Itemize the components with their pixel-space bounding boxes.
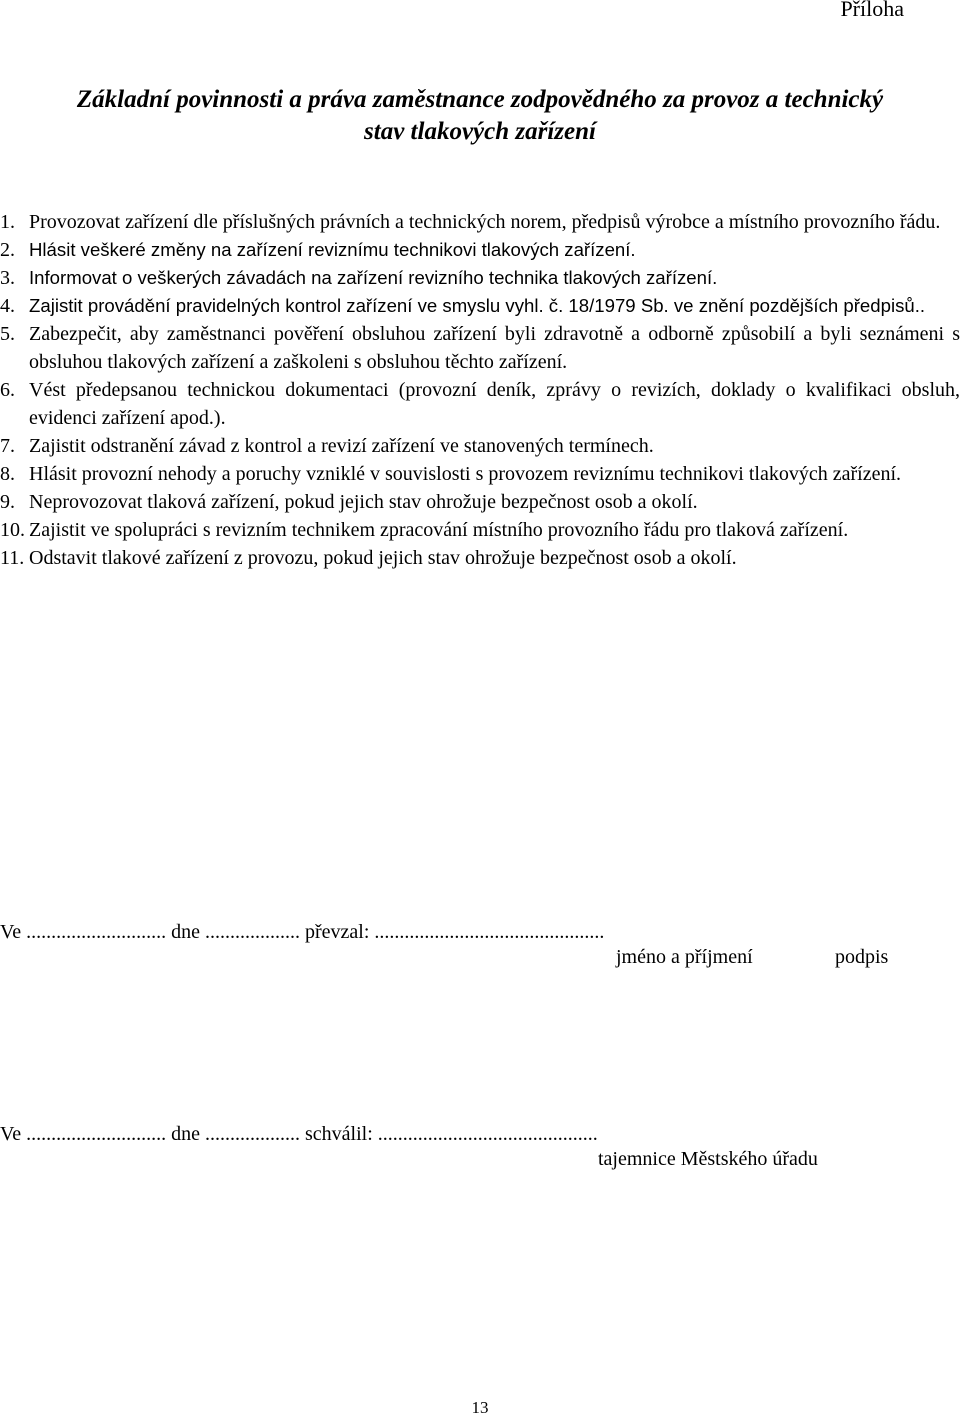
item-number: 5. xyxy=(0,323,15,345)
item-text: Odstavit tlakové zařízení z provozu, pokud jejich stav ohrožuje bezpečnost osob a okolí. xyxy=(29,547,737,569)
list-item xyxy=(0,460,960,488)
item-text: Hlásit veškeré změny na zařízení reviznímu technikovi tlakových zařízení. xyxy=(29,239,636,260)
document-title xyxy=(0,84,960,148)
item-number: 11. xyxy=(0,547,25,569)
item-text: Neprovozovat tlaková zařízení, pokud jejich stav ohrožuje bezpečnost osob a okolí. xyxy=(29,491,698,513)
list-item xyxy=(0,516,960,544)
name-caption: jméno a příjmení xyxy=(616,946,753,968)
title-line-1: Základní povinnosti a práva zaměstnance zodpovědného za provoz a technický xyxy=(76,86,884,113)
handover-line: Ve ............................ dne ................... převzal: .............................................. xyxy=(0,921,605,943)
item-number: 3. xyxy=(0,267,15,289)
list-item xyxy=(0,292,960,320)
item-text: Zajistit provádění pravidelných kontrol zařízení ve smyslu vyhl. č. 18/1979 Sb. ve znění pozdějších předpisů.. xyxy=(29,295,926,316)
item-number: 2. xyxy=(0,239,15,261)
item-text: Zajistit ve spolupráci s revizním technikem zpracování místního provozního řádu pro tlaková zařízení. xyxy=(29,519,849,541)
item-number: 7. xyxy=(0,435,15,457)
list-item xyxy=(0,208,960,236)
duties-list xyxy=(0,208,960,572)
list-item xyxy=(0,236,960,264)
list-item xyxy=(0,432,960,460)
item-text: Zajistit odstranění závad z kontrol a revizí zařízení ve stanovených termínech. xyxy=(29,435,654,457)
item-number: 10. xyxy=(0,519,25,541)
list-item xyxy=(0,264,960,292)
item-text: Informovat o veškerých závadách na zařízení revizního technika tlakových zařízení. xyxy=(29,267,718,288)
list-item xyxy=(0,376,960,432)
approval-line: Ve ............................ dne ................... schválil: ............................................ xyxy=(0,1123,598,1145)
item-text: Hlásit provozní nehody a poruchy vzniklé v souvislosti s provozem reviznímu technikovi tlakových zařízení. xyxy=(29,463,902,485)
item-text: Vést předepsanou technickou dokumentaci (provozní deník, zprávy o revizích, doklady o kvalifikaci obsluh, evidenci zařízení apod.). xyxy=(29,379,960,429)
list-item xyxy=(0,320,960,376)
item-text: Zabezpečit, aby zaměstnanci pověření obsluhou zařízení byli zdravotně a odborně způsobilí a byli seznámeni s obsluhou tlakových zařízení a zaškoleni s obsluhou těchto zařízení. xyxy=(29,323,960,373)
item-text: Provozovat zařízení dle příslušných právních a technických norem, předpisů výrobce a místního provozního řádu. xyxy=(29,211,941,233)
annex-label: Příloha xyxy=(840,0,904,21)
signature-caption: podpis xyxy=(835,946,889,968)
list-item xyxy=(0,544,960,572)
item-number: 8. xyxy=(0,463,15,485)
approver-caption: tajemnice Městského úřadu xyxy=(598,1148,818,1170)
item-number: 1. xyxy=(0,211,15,233)
title-line-2: stav tlakových zařízení xyxy=(364,118,596,145)
list-item xyxy=(0,488,960,516)
item-number: 4. xyxy=(0,295,15,317)
item-number: 6. xyxy=(0,379,15,401)
page-number: 13 xyxy=(471,1398,489,1417)
item-number: 9. xyxy=(0,491,15,513)
